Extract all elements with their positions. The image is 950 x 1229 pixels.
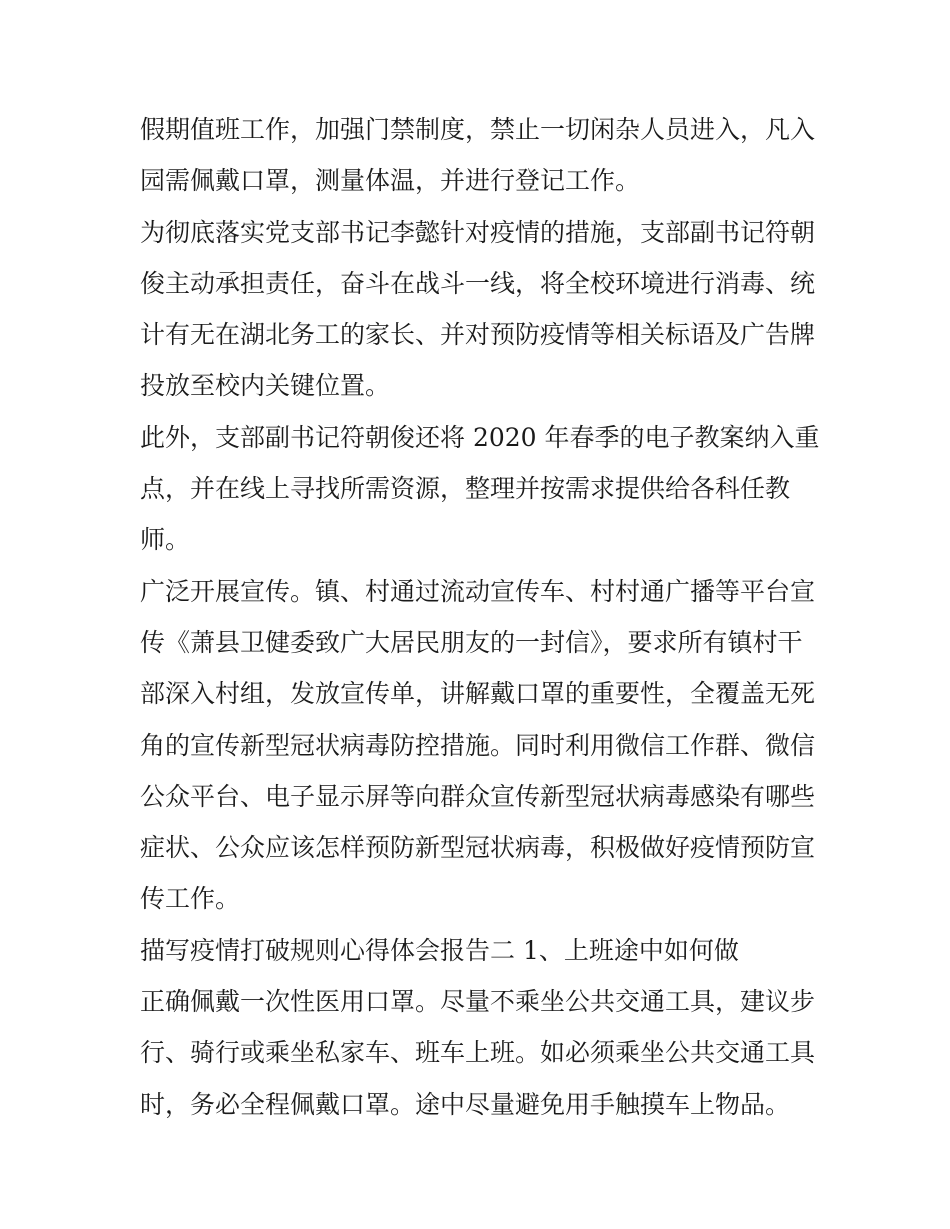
- text-line: 园需佩戴口罩，测量体温，并进行登记工作。: [140, 166, 641, 196]
- text-line: 为彻底落实党支部书记李懿针对疫情的措施，支部副书记符朝: [140, 217, 816, 247]
- text-line: 点，并在线上寻找所需资源，整理并按需求提供给各科任教: [140, 474, 791, 504]
- text-line: 症状、公众应该怎样预防新型冠状病毒，积极做好疫情预防宣: [140, 833, 816, 863]
- text-line: 时，务必全程佩戴口罩。途中尽量避免用手触摸车上物品。: [140, 1089, 791, 1119]
- text-line: 投放至校内关键位置。: [140, 371, 391, 401]
- text-line: 俊主动承担责任，奋斗在战斗一线，将全校环境进行消毒、统: [140, 268, 816, 298]
- text-line: 假期值班工作，加强门禁制度，禁止一切闲杂人员进入，凡入: [140, 115, 816, 144]
- text-line: 师。: [140, 525, 191, 555]
- text-line: 部深入村组，发放宣传单，讲解戴口罩的重要性，全覆盖无死: [140, 679, 816, 709]
- text-line: 传工作。: [140, 884, 241, 914]
- text-line: 行、骑行或乘坐私家车、班车上班。如必须乘坐公共交通工具: [140, 1038, 816, 1068]
- text-line: 计有无在湖北务工的家长、并对预防疫情等相关标语及广告牌: [140, 320, 816, 350]
- text-line: 广泛开展宣传。镇、村通过流动宣传车、村村通广播等平台宣: [140, 576, 816, 606]
- text-line: 角的宣传新型冠状病毒防控措施。同时利用微信工作群、微信: [140, 730, 816, 760]
- text-line: 传《萧县卫健委致广大居民朋友的一封信》，要求所有镇村干: [140, 627, 803, 657]
- text-line: 公众平台、电子显示屏等向群众宣传新型冠状病毒感染有哪些: [140, 781, 816, 811]
- text-line: 描写疫情打破规则心得体会报告二 1、上班途中如何做: [140, 935, 739, 965]
- document-body: [140, 104, 820, 1130]
- text-line: 正确佩戴一次性医用口罩。尽量不乘坐公共交通工具，建议步: [140, 987, 816, 1017]
- text-line: 此外，支部副书记符朝俊还将 2020 年春季的电子教案纳入重: [140, 422, 820, 452]
